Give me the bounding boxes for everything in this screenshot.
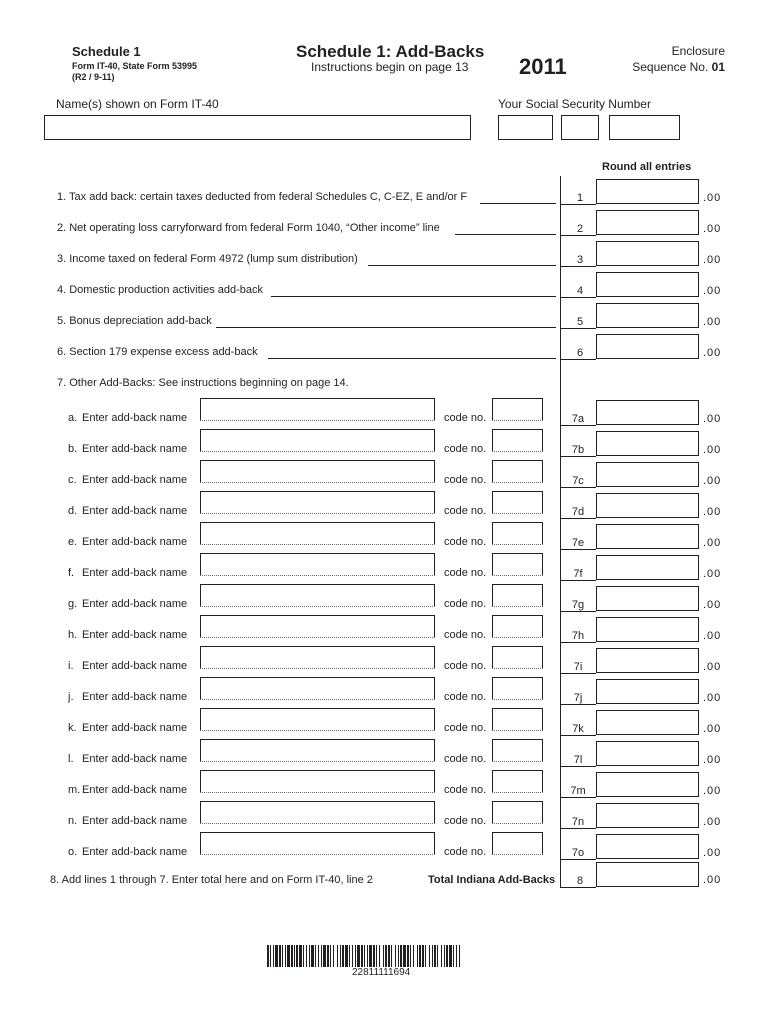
addback-amount-field[interactable] — [596, 803, 699, 828]
addback-amount-field[interactable] — [596, 493, 699, 518]
code-no-field[interactable] — [492, 460, 543, 482]
addback-label: Enter add-back name — [82, 784, 188, 796]
line-text: 6. Section 179 expense excess add-back — [57, 346, 258, 358]
page-title: Schedule 1: Add-Backs — [296, 42, 485, 61]
code-label: code no. — [444, 598, 487, 610]
barcode-number: 22811111694 — [352, 967, 411, 978]
ssn-field-part1[interactable] — [498, 115, 553, 140]
code-no-dotline — [492, 451, 543, 452]
code-no-dotline — [492, 544, 543, 545]
code-no-dotline — [492, 575, 543, 576]
line-number-rule — [560, 549, 596, 550]
line-4-amount-field[interactable] — [596, 272, 699, 297]
form-line: Form IT-40, State Form 53995 — [72, 61, 198, 71]
code-label: code no. — [444, 753, 487, 765]
line-6-amount-field[interactable] — [596, 334, 699, 359]
code-no-dotline — [492, 482, 543, 483]
addback-amount-field[interactable] — [596, 524, 699, 549]
line-number-rule — [560, 235, 596, 236]
ssn-label: Your Social Security Number — [498, 97, 651, 111]
code-no-dotline — [492, 606, 543, 607]
line-text: 4. Domestic production activities add-back — [57, 284, 264, 296]
addback-label: Enter add-back name — [82, 598, 188, 610]
addback-label: Enter add-back name — [82, 629, 188, 641]
addback-name-field[interactable] — [200, 646, 435, 668]
line-number-rule — [560, 766, 596, 767]
total-amount-field[interactable] — [596, 862, 699, 887]
addback-name-dotline — [200, 606, 435, 607]
line-number-rule — [560, 266, 596, 267]
addback-name-field[interactable] — [200, 460, 435, 482]
addback-amount-field[interactable] — [596, 772, 699, 797]
addback-cents: .00 — [703, 785, 722, 797]
addback-name-dotline — [200, 854, 435, 855]
code-no-dotline — [492, 699, 543, 700]
code-label: code no. — [444, 567, 487, 579]
code-no-dotline — [492, 420, 543, 421]
code-no-field[interactable] — [492, 770, 543, 792]
round-note: Round all entries — [602, 161, 692, 173]
addback-cents: .00 — [703, 723, 722, 735]
line-number-7l: 7l — [573, 754, 583, 766]
line-number-rule — [560, 642, 596, 643]
addback-label: Enter add-back name — [82, 412, 188, 424]
addback-name-dotline — [200, 513, 435, 514]
line-fill-rule — [271, 296, 556, 297]
addback-name-field[interactable] — [200, 832, 435, 854]
line-fill-rule — [268, 358, 556, 359]
line-number-rule — [560, 859, 596, 860]
addback-prefix: g. — [68, 598, 78, 610]
line-number-7h: 7h — [571, 630, 585, 642]
addback-prefix: n. — [68, 815, 78, 827]
code-no-dotline — [492, 792, 543, 793]
line-number-rule — [560, 797, 596, 798]
addback-prefix: m. — [68, 784, 81, 796]
line-number-7o: 7o — [571, 847, 585, 859]
line-number-6: 6 — [576, 347, 584, 359]
addback-prefix: e. — [68, 536, 78, 548]
code-no-field[interactable] — [492, 398, 543, 420]
line-number-7b: 7b — [571, 444, 585, 456]
code-label: code no. — [444, 691, 487, 703]
line8-number-rule — [560, 887, 596, 888]
code-label: code no. — [444, 412, 487, 424]
line-number-rule — [560, 611, 596, 612]
code-no-dotline — [492, 854, 543, 855]
code-no-field[interactable] — [492, 522, 543, 544]
addback-prefix: l. — [68, 753, 74, 765]
line-number-rule — [560, 580, 596, 581]
addback-prefix: o. — [68, 846, 78, 858]
addback-cents: .00 — [703, 568, 722, 580]
line-number-1: 1 — [576, 192, 584, 204]
line-fill-rule — [480, 203, 556, 204]
addback-label: Enter add-back name — [82, 474, 188, 486]
code-no-dotline — [492, 668, 543, 669]
line-number-rule — [560, 518, 596, 519]
addback-label: Enter add-back name — [82, 722, 188, 734]
line-number-2: 2 — [576, 223, 584, 235]
line-text: 3. Income taxed on federal Form 4972 (lump sum distribution) — [57, 253, 358, 265]
addback-name-field[interactable] — [200, 677, 435, 699]
addback-name-dotline — [200, 451, 435, 452]
addback-amount-field[interactable] — [596, 648, 699, 673]
line-number-rule — [560, 828, 596, 829]
line-fill-rule — [368, 265, 556, 266]
code-no-field[interactable] — [492, 708, 543, 730]
line-5-amount-field[interactable] — [596, 303, 699, 328]
addback-name-field[interactable] — [200, 429, 435, 451]
line-number-7i: 7i — [573, 661, 583, 673]
addback-name-field[interactable] — [200, 708, 435, 730]
barcode — [267, 945, 460, 967]
ssn-field-part3[interactable] — [609, 115, 680, 140]
addback-name-dotline — [200, 482, 435, 483]
enclosure-label: Enclosure — [671, 44, 725, 58]
page-subtitle: Instructions begin on page 13 — [311, 60, 469, 74]
line-number-8: 8 — [576, 875, 584, 887]
addback-prefix: d. — [68, 505, 78, 517]
line-cents: .00 — [703, 223, 722, 235]
code-no-dotline — [492, 637, 543, 638]
names-field[interactable] — [44, 115, 471, 140]
addback-label: Enter add-back name — [82, 443, 188, 455]
ssn-field-part2[interactable] — [561, 115, 599, 140]
line-3-amount-field[interactable] — [596, 241, 699, 266]
line-number-rule — [560, 735, 596, 736]
schedule-label: Schedule 1 — [72, 44, 141, 59]
addback-amount-field[interactable] — [596, 400, 699, 425]
line-cents: .00 — [703, 347, 722, 359]
addback-name-field[interactable] — [200, 584, 435, 606]
addback-label: Enter add-back name — [82, 815, 188, 827]
addback-name-dotline — [200, 420, 435, 421]
addback-label: Enter add-back name — [82, 846, 188, 858]
addback-name-dotline — [200, 575, 435, 576]
code-no-field[interactable] — [492, 584, 543, 606]
addback-name-field[interactable] — [200, 522, 435, 544]
addback-name-dotline — [200, 792, 435, 793]
addback-label: Enter add-back name — [82, 753, 188, 765]
addback-name-dotline — [200, 668, 435, 669]
addback-prefix: a. — [68, 412, 78, 424]
sequence-number: 01 — [711, 60, 725, 74]
line-cents: .00 — [703, 285, 722, 297]
addback-amount-field[interactable] — [596, 710, 699, 735]
code-label: code no. — [444, 443, 487, 455]
addback-label: Enter add-back name — [82, 660, 188, 672]
addback-amount-field[interactable] — [596, 617, 699, 642]
code-label: code no. — [444, 660, 487, 672]
line-1-amount-field[interactable] — [596, 179, 699, 204]
addback-name-field[interactable] — [200, 553, 435, 575]
line-number-7g: 7g — [571, 599, 585, 611]
addback-amount-field[interactable] — [596, 679, 699, 704]
addback-name-field[interactable] — [200, 398, 435, 420]
addback-label: Enter add-back name — [82, 691, 188, 703]
line-number-rule — [560, 425, 596, 426]
line-cents: .00 — [703, 254, 722, 266]
addback-name-field[interactable] — [200, 615, 435, 637]
addback-prefix: h. — [68, 629, 78, 641]
addback-prefix: f. — [68, 567, 75, 579]
code-no-field[interactable] — [492, 801, 543, 823]
addback-amount-field[interactable] — [596, 462, 699, 487]
code-no-field[interactable] — [492, 832, 543, 854]
code-no-field[interactable] — [492, 677, 543, 699]
line-fill-rule — [216, 327, 556, 328]
line-number-rule — [560, 487, 596, 488]
addback-name-dotline — [200, 637, 435, 638]
line-number-rule — [560, 704, 596, 705]
total-cents: .00 — [703, 874, 722, 886]
addback-cents: .00 — [703, 630, 722, 642]
addback-prefix: j. — [68, 691, 74, 703]
code-no-dotline — [492, 730, 543, 731]
addback-prefix: k. — [68, 722, 77, 734]
line-number-rule — [560, 204, 596, 205]
code-no-field[interactable] — [492, 739, 543, 761]
code-label: code no. — [444, 536, 487, 548]
code-label: code no. — [444, 474, 487, 486]
addback-cents: .00 — [703, 413, 722, 425]
code-label: code no. — [444, 784, 487, 796]
addback-name-dotline — [200, 544, 435, 545]
code-no-field[interactable] — [492, 491, 543, 513]
line-text: 5. Bonus depreciation add-back — [57, 315, 212, 327]
addback-name-field[interactable] — [200, 801, 435, 823]
line-number-rule — [560, 297, 596, 298]
addback-name-dotline — [200, 823, 435, 824]
code-no-dotline — [492, 761, 543, 762]
line-number-7a: 7a — [571, 413, 585, 425]
code-label: code no. — [444, 629, 487, 641]
addback-name-field[interactable] — [200, 491, 435, 513]
line-number-7m: 7m — [570, 785, 586, 797]
addback-cents: .00 — [703, 475, 722, 487]
code-label: code no. — [444, 846, 487, 858]
code-label: code no. — [444, 815, 487, 827]
sequence-number-line — [632, 60, 725, 74]
addback-prefix: b. — [68, 443, 78, 455]
code-no-field[interactable] — [492, 646, 543, 668]
line-number-rule — [560, 328, 596, 329]
addback-cents: .00 — [703, 537, 722, 549]
tax-year: 2011 — [519, 54, 567, 79]
line-fill-rule — [455, 234, 556, 235]
addback-prefix: i. — [68, 660, 74, 672]
line-number-7d: 7d — [571, 506, 585, 518]
total-label: Total Indiana Add-Backs — [428, 874, 556, 886]
line-number-7j: 7j — [573, 692, 583, 704]
addback-name-field[interactable] — [200, 770, 435, 792]
line-number-rule — [560, 456, 596, 457]
addback-name-dotline — [200, 730, 435, 731]
line-number-7c: 7c — [572, 475, 584, 487]
addback-amount-field[interactable] — [596, 555, 699, 580]
amount-column-divider — [560, 176, 561, 887]
addback-amount-field[interactable] — [596, 431, 699, 456]
line-number-7e: 7e — [571, 537, 585, 549]
addback-cents: .00 — [703, 444, 722, 456]
code-no-field[interactable] — [492, 429, 543, 451]
line-number-rule — [560, 673, 596, 674]
line-text: 1. Tax add back: certain taxes deducted from federal Schedules C, C-EZ, E and/or F — [57, 191, 468, 203]
addback-name-field[interactable] — [200, 739, 435, 761]
addback-label: Enter add-back name — [82, 567, 188, 579]
addback-label: Enter add-back name — [82, 505, 188, 517]
addback-amount-field[interactable] — [596, 741, 699, 766]
addback-amount-field[interactable] — [596, 834, 699, 859]
addback-cents: .00 — [703, 847, 722, 859]
addback-label: Enter add-back name — [82, 536, 188, 548]
line7-heading: 7. Other Add-Backs: See instructions beginning on page 14. — [57, 377, 349, 389]
revision: (R2 / 9-11) — [72, 72, 115, 82]
line-number-7f: 7f — [573, 568, 583, 580]
line-cents: .00 — [703, 192, 722, 204]
addback-prefix: c. — [68, 474, 77, 486]
code-no-dotline — [492, 823, 543, 824]
addback-cents: .00 — [703, 599, 722, 611]
addback-cents: .00 — [703, 816, 722, 828]
line-number-rule — [560, 359, 596, 360]
code-label: code no. — [444, 505, 487, 517]
addback-amount-field[interactable] — [596, 586, 699, 611]
addback-name-dotline — [200, 699, 435, 700]
addback-cents: .00 — [703, 661, 722, 673]
line-number-7k: 7k — [572, 723, 584, 735]
code-no-field[interactable] — [492, 553, 543, 575]
line-2-amount-field[interactable] — [596, 210, 699, 235]
line-number-7n: 7n — [571, 816, 585, 828]
addback-cents: .00 — [703, 754, 722, 766]
names-label: Name(s) shown on Form IT-40 — [56, 97, 219, 111]
code-label: code no. — [444, 722, 487, 734]
sequence-label: Sequence No. — [632, 60, 709, 74]
code-no-dotline — [492, 513, 543, 514]
line-cents: .00 — [703, 316, 722, 328]
code-no-field[interactable] — [492, 615, 543, 637]
line8-text: 8. Add lines 1 through 7. Enter total here and on Form IT-40, line 2 — [50, 874, 373, 886]
addback-cents: .00 — [703, 506, 722, 518]
line-number-5: 5 — [576, 316, 584, 328]
addback-name-dotline — [200, 761, 435, 762]
addback-cents: .00 — [703, 692, 722, 704]
line-number-4: 4 — [576, 285, 584, 297]
line-number-3: 3 — [576, 254, 584, 266]
line-text: 2. Net operating loss carryforward from federal Form 1040, “Other income” line — [57, 222, 440, 234]
barcode-bar — [459, 945, 460, 967]
